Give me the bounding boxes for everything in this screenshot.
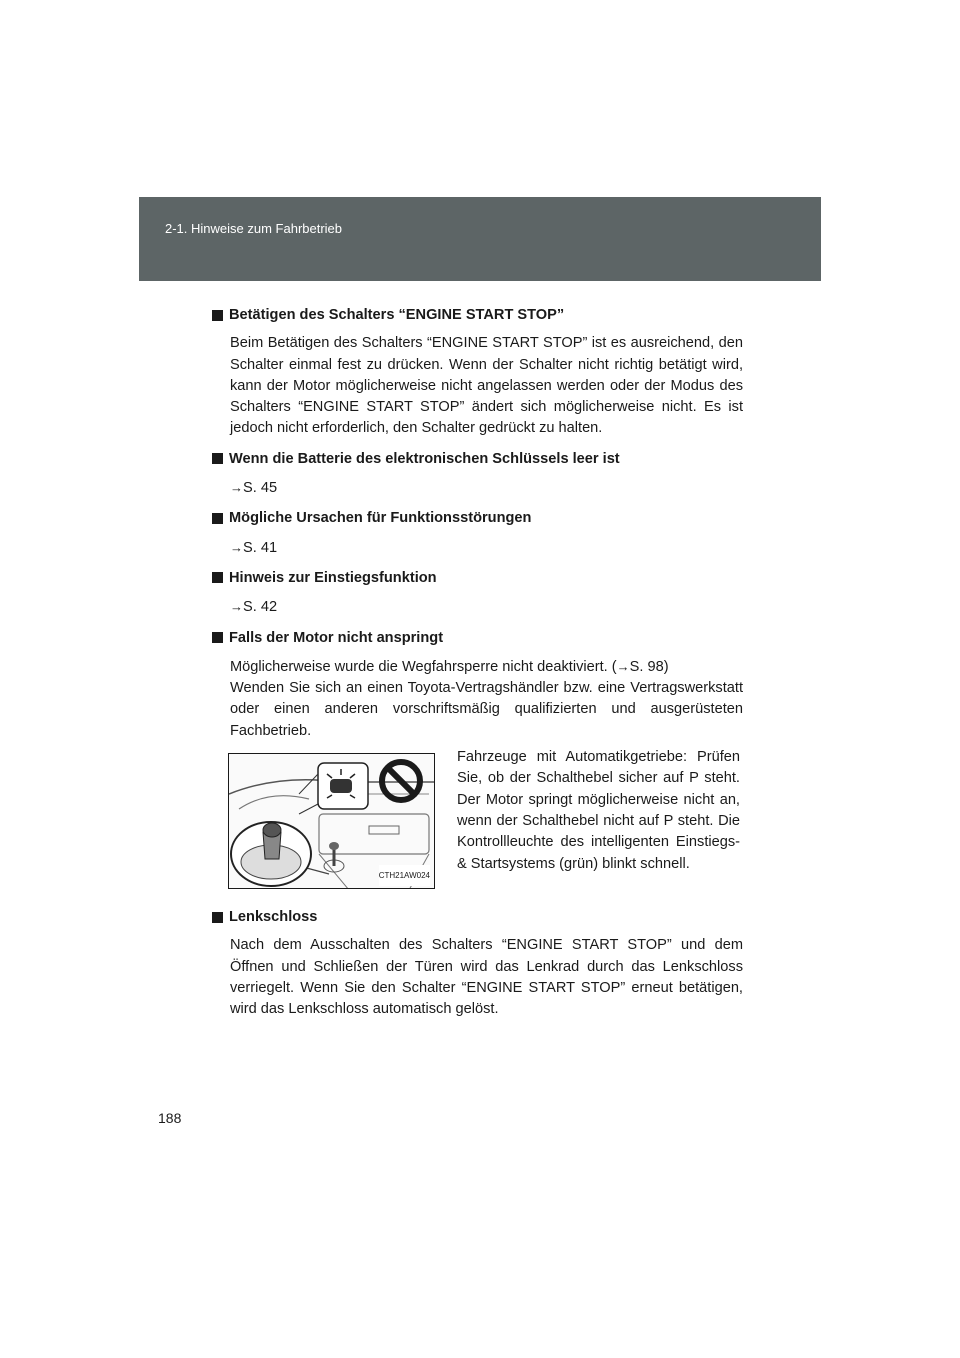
section-body: Möglicherweise wurde die Wegfahrsperre nicht deaktiviert. (→S. 98) Wenden Sie sich an einen Toyota-Vertragshändler bzw. eine Vertragswerkstatt oder einen anderen vorschriftsmäßig qualifizierten und ausgerüsteten Fachbetrieb. [212, 656, 743, 742]
section-heading: Lenkschloss [212, 907, 743, 928]
immobilizer-line: Möglicherweise wurde die Wegfahrsperre nicht deaktiviert. (→S. 98) [230, 658, 669, 675]
section-engine-not-starting [212, 628, 743, 893]
section-heading: Mögliche Ursachen für Funktionsstörungen [212, 508, 743, 529]
section-steering-lock [212, 907, 743, 1020]
square-bullet-icon [212, 632, 223, 643]
section-engine-switch [212, 305, 743, 440]
section-heading: Betätigen des Schalters “ENGINE START STOP” [212, 305, 743, 326]
arrow-right-icon: → [230, 599, 243, 615]
section-heading: Falls der Motor nicht anspringt [212, 628, 743, 649]
page-reference[interactable]: S. 98 [629, 658, 664, 675]
section-battery [212, 449, 743, 500]
section-heading: Hinweis zur Einstiegsfunktion [212, 568, 743, 589]
figure-code: CTH21AW024 [379, 865, 430, 886]
figure-description: Fahrzeuge mit Automatikgetriebe: Prüfen Sie, ob der Schalthebel sicher auf P steht. Der Motor springt möglicherweise nicht an, wenn der Schalthebel nicht auf P steht. Die Kontrollleuchte des intelligenten Einstiegs- & Startsystems (grün) blinkt schnell. [457, 749, 740, 872]
section-body: Beim Betätigen des Schalters “ENGINE START STOP” ist es ausreichend, den Schalter einmal fest zu drücken. Wenn der Schalter nicht richtig betätigt wird, kann der Motor möglicherweise nicht angelassen werden oder der Modus des Schalters “ENGINE START STOP” ändert sich möglicherweise nicht. Es ist jedoch nicht erforderlich, den Schalter gedrückt zu halten. [230, 335, 743, 437]
arrow-right-icon: → [230, 480, 243, 496]
page-content [212, 305, 743, 1030]
square-bullet-icon [212, 453, 223, 464]
page-reference[interactable]: →S. 41 [230, 539, 278, 556]
section-heading: Wenn die Batterie des elektronischen Schlüssels leer ist [212, 449, 743, 470]
page-number: 188 [158, 1110, 182, 1126]
section-header-bar [139, 197, 821, 281]
figure-row [212, 747, 743, 893]
shift-lever-illustration [228, 753, 435, 889]
section-title: 2-1. Hinweise zum Fahrbetrieb [165, 221, 343, 236]
arrow-right-icon: → [616, 658, 630, 674]
section-malfunction-causes [212, 508, 743, 559]
page-reference[interactable]: →S. 45 [230, 480, 278, 497]
arrow-right-icon: → [230, 539, 243, 555]
square-bullet-icon [212, 572, 223, 583]
section-body: Nach dem Ausschalten des Schalters “ENGINE START STOP” und dem Öffnen und Schließen der Türen wird das Lenkrad durch das Lenkschloss verriegelt. Wenn Sie den Schalter “ENGINE START STOP” erneut betätigen, wird das Lenkschloss automatisch gelöst. [230, 937, 743, 1018]
page-reference[interactable]: →S. 42 [230, 599, 278, 616]
square-bullet-icon [212, 513, 223, 524]
square-bullet-icon [212, 912, 223, 923]
square-bullet-icon [212, 310, 223, 321]
section-entry-function [212, 568, 743, 619]
